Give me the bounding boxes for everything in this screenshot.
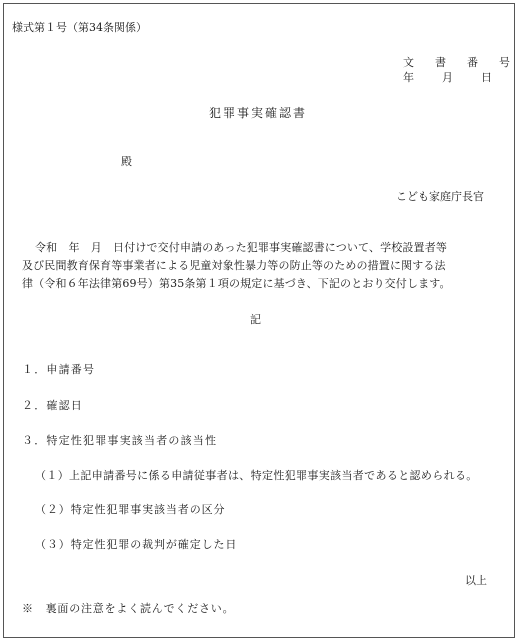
sub-item: （２）特定性犯罪事実該当者の区分	[35, 503, 226, 516]
body-line: 令和 年 月 日付けで交付申請のあった犯罪事実確認書について、学校設置者等	[35, 241, 447, 254]
list-item: １．申請番号	[22, 363, 96, 376]
sub-item: （３）特定性犯罪の裁判が確定した日	[35, 538, 238, 551]
addressee-suffix: 殿	[121, 155, 132, 168]
sub-item: （１）上記申請番号に係る申請従事者は、特定性犯罪事実該当者であると認められる。	[35, 469, 478, 482]
issuer: こども家庭庁長官	[396, 190, 484, 203]
ki-marker: 記	[250, 313, 261, 326]
date-label: 年 月 日	[403, 71, 494, 84]
closing-ijo: 以上	[465, 574, 487, 587]
list-item: ２．確認日	[22, 399, 83, 412]
document-number-label: 文 書 番 号	[403, 56, 515, 69]
body-line: 及び民間教育保育等事業者による児童対象性暴力等の防止等のための措置に関する法	[22, 259, 446, 272]
body-line: 律（令和６年法律第69号）第35条第１項の規定に基づき、下記のとおり交付します。	[22, 277, 451, 290]
form-number: 様式第１号（第34条関係）	[12, 21, 147, 34]
list-item: ３．特定性犯罪事実該当者の該当性	[22, 434, 218, 447]
document-title: 犯罪事実確認書	[209, 106, 308, 120]
footer-note: ※ 裏面の注意をよく読んでください。	[22, 602, 235, 615]
